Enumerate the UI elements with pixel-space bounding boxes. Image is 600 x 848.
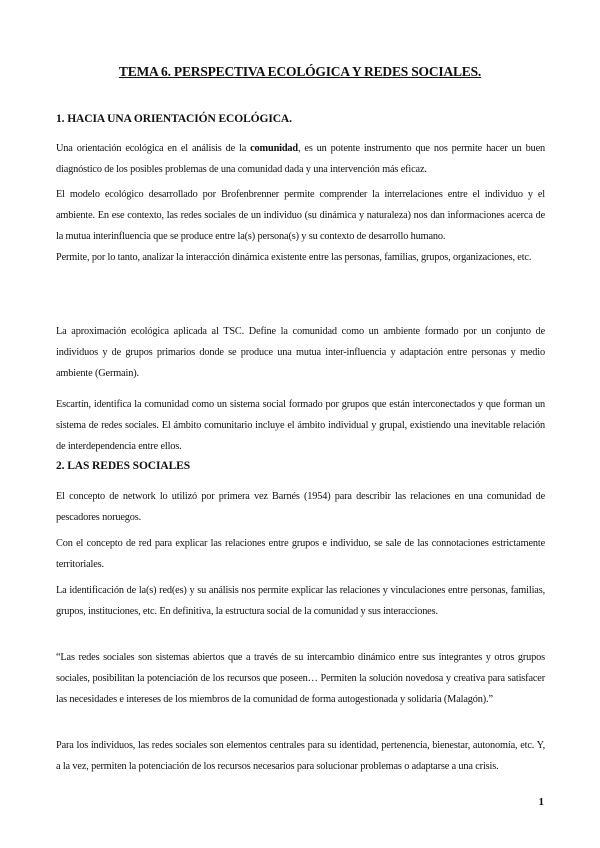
section-2-paragraph-2: Con el concepto de red para explicar las relaciones entre grupos e individuo, se sale de las connotaciones estrictamente territoriales. <box>56 538 545 570</box>
paragraph-text: , es un potente instrumento que nos permite hacer un buen diagnóstico de los posibles problemas de una comunidad dada y una intervención más eficaz. <box>56 143 545 175</box>
section-1-paragraph-1 <box>56 138 545 180</box>
section-1-paragraph-3: Permite, por lo tanto, analizar la interacción dinámica existente entre las personas, familias, grupos, organizaciones, etc. <box>56 252 532 263</box>
section-2-paragraph-4: “Las redes sociales son sistemas abiertos que a través de su intercambio dinámico entre sus integrantes y otros grupos sociales, posibilitan la potenciación de los recursos que poseen… Permiten la solución novedosa y creativa para satisfacer las necesidades e intereses de los miembros de la comunidad de forma autogestionada y solidaria (Malagón).” <box>56 652 545 705</box>
section-2-paragraph-5: Para los individuos, las redes sociales son elementos centrales para su identidad, pertenencia, bienestar, autonomía, etc. Y, a la vez, permiten la potenciación de los recursos necesarios para solucionar problemas o adaptarse a una crisis. <box>56 740 545 772</box>
document-title: TEMA 6. PERSPECTIVA ECOLÓGICA Y REDES SOCIALES. <box>118 64 482 79</box>
section-2-paragraph-1: El concepto de network lo utilizó por primera vez Barnés (1954) para describir las relaciones en una comunidad de pescadores noruegos. <box>56 491 545 523</box>
paragraph-text: Una orientación ecológica en el análisis de la <box>56 143 251 154</box>
section-1-heading: 1. HACIA UNA ORIENTACIÓN ECOLÓGICA. <box>56 113 292 125</box>
section-2-heading: 2. LAS REDES SOCIALES <box>56 460 191 472</box>
section-1-paragraph-4: La aproximación ecológica aplicada al TSC. Define la comunidad como un ambiente formado por un conjunto de individuos y de grupos primarios donde se produce una mutua inter-influencia y adaptación entre personas y medio ambiente (Germain). <box>56 326 545 379</box>
bold-term-comunidad: comunidad <box>250 143 299 154</box>
section-2-paragraph-3: La identificación de la(s) red(es) y su análisis nos permite explicar las relaciones y vinculaciones entre personas, familias, grupos, instituciones, etc. En definitiva, la estructura social de la comunidad y sus interacciones. <box>56 585 545 617</box>
page-number: 1 <box>538 796 544 808</box>
section-1-paragraph-2: El modelo ecológico desarrollado por Brofenbrenner permite comprender la interrelaciones entre el individuo y el ambiente. En ese contexto, las redes sociales de un individuo (su dinámica y naturaleza) nos dan informaciones acerca de la mutua interinfluencia que se produce entre la(s) persona(s) y su contexto de desarrollo humano. <box>56 189 545 242</box>
section-1-paragraph-5: Escartín, identifica la comunidad como un sistema social formado por grupos que están interconectados y que forman un sistema de redes sociales. El ámbito comunitario incluye el ámbito individual y grupal, existiendo una inevitable relación de interdependencia entre ellos. <box>56 399 545 452</box>
